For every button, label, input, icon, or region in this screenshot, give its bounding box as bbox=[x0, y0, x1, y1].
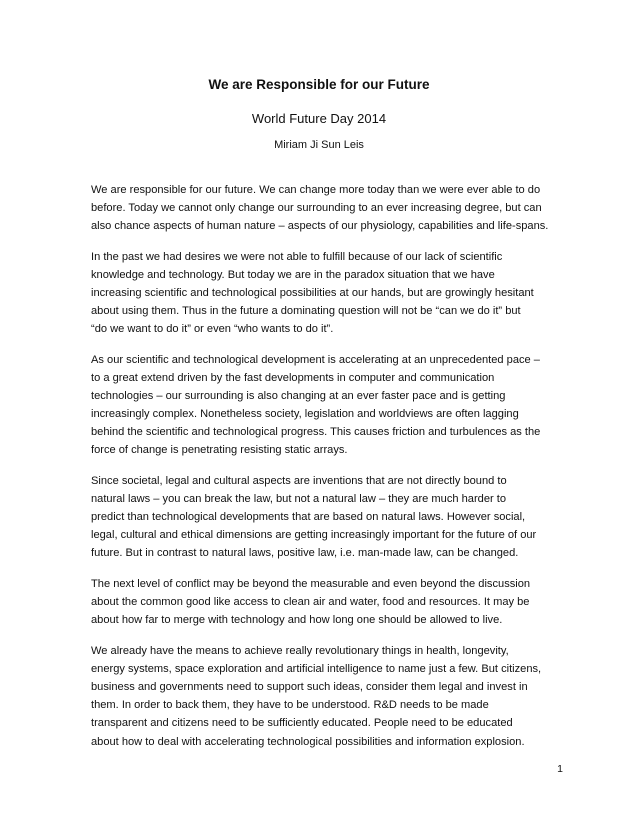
text-line: also chance aspects of human nature – aspects of our physiology, capabilities and life-spans. bbox=[91, 220, 549, 233]
paragraph-3 bbox=[91, 351, 565, 460]
document-title: We are Responsible for our Future bbox=[208, 77, 430, 92]
text-line: We are responsible for our future. We can change more today than we were ever able to do bbox=[91, 184, 541, 196]
paragraph-6 bbox=[91, 642, 565, 751]
text-line: behind the scientific and technological progress. This causes friction and turbulences as the bbox=[91, 426, 541, 439]
text-line: legal, cultural and ethical dimensions are getting increasingly important for the future of our bbox=[91, 529, 537, 542]
document-body bbox=[91, 181, 565, 763]
text-line: natural laws – you can break the law, but not a natural law – they are much harder to bbox=[91, 493, 507, 506]
text-line: increasingly complex. Nonetheless society, legislation and worldviews are often lagging bbox=[91, 408, 519, 421]
text-line: force of change is penetrating resisting static arrays. bbox=[91, 444, 348, 457]
text-line: before. Today we cannot only change our surrounding to an ever increasing degree, but can bbox=[91, 202, 542, 215]
text-line: energy systems, space exploration and artificial intelligence to name just a few. But citizens, bbox=[91, 663, 542, 676]
paragraph-5 bbox=[91, 575, 565, 629]
text-line: As our scientific and technological development is accelerating at an unprecedented pace – bbox=[91, 353, 540, 366]
paragraph-2 bbox=[91, 248, 565, 338]
document-subtitle: World Future Day 2014 bbox=[251, 111, 387, 126]
text-line: future. But in contrast to natural laws, positive law, i.e. man-made law, can be changed. bbox=[91, 547, 519, 560]
text-line: about how to deal with accelerating technological possibilities and information explosion. bbox=[91, 735, 525, 748]
text-line: about using them. Thus in the future a dominating question will not be “can we do it” but bbox=[91, 305, 521, 318]
paragraph-4 bbox=[91, 472, 565, 562]
paragraph-1 bbox=[91, 181, 565, 235]
text-line: The next level of conflict may be beyond the measurable and even beyond the discussion bbox=[91, 578, 531, 591]
text-line: “do we want to do it” or even “who wants to do it”. bbox=[91, 323, 334, 336]
text-line: about the common good like access to clean air and water, food and resources. It may be bbox=[91, 596, 530, 609]
text-line: In the past we had desires we were not able to fulfill because of our lack of scientific bbox=[91, 250, 503, 263]
text-line: We already have the means to achieve really revolutionary things in health, longevity, bbox=[91, 645, 509, 658]
text-line: predict than technological developments that are based on natural laws. However social, bbox=[91, 511, 526, 524]
text-line: Since societal, legal and cultural aspects are inventions that are not directly bound to bbox=[91, 475, 507, 488]
document-author: Miriam Ji Sun Leis bbox=[274, 139, 364, 151]
text-line: business and governments need to support such ideas, consider them legal and invest in bbox=[91, 681, 528, 694]
text-line: technologies – our surrounding is also changing at an ever faster pace and is getting bbox=[91, 390, 506, 403]
text-line: them. In order to back them, they have to be understood. R&D needs to be made bbox=[91, 699, 489, 712]
page-number: 1 bbox=[557, 763, 563, 775]
text-line: about how far to merge with technology and how long one should be allowed to live. bbox=[91, 614, 503, 627]
text-line: to a great extend driven by the fast developments in computer and communication bbox=[91, 372, 495, 385]
text-line: increasing scientific and technological possibilities at our hands, but are growingly hesitant bbox=[91, 287, 534, 300]
text-line: knowledge and technology. But today we are in the paradox situation that we have bbox=[91, 268, 495, 281]
text-line: transparent and citizens need to be sufficiently educated. People need to be educated bbox=[91, 717, 513, 730]
